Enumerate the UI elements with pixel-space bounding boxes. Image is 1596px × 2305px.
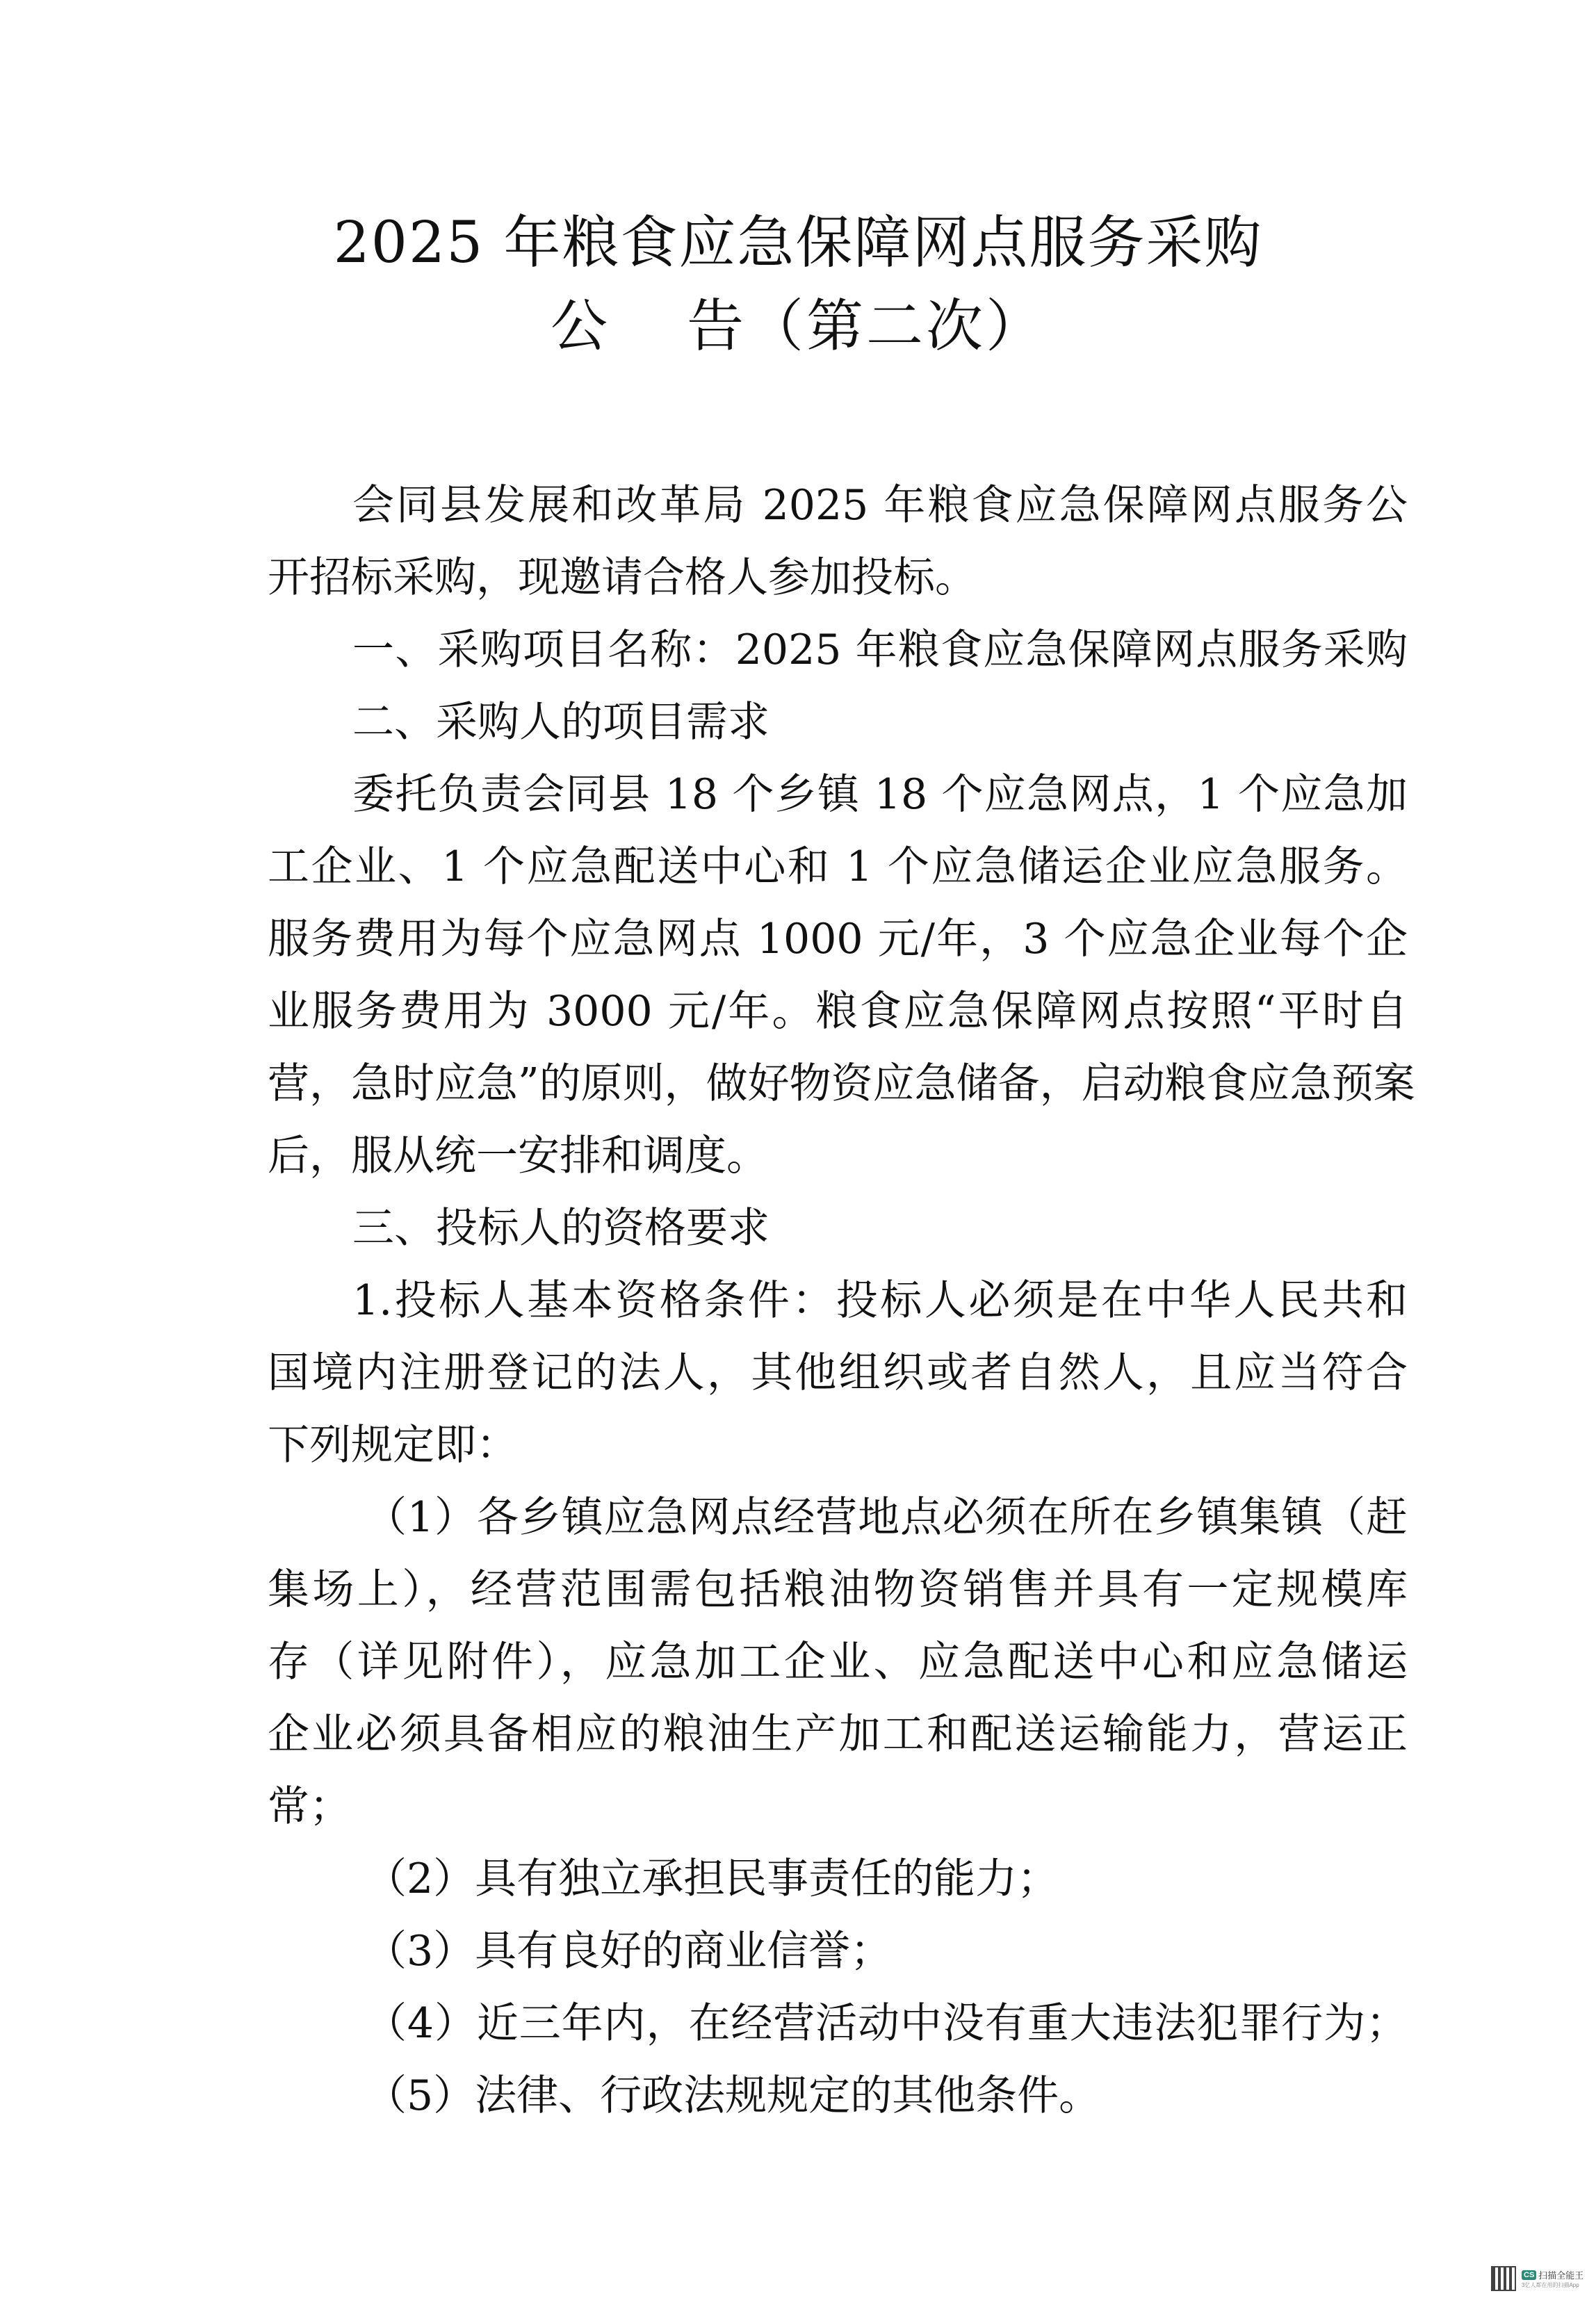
body-line: 二、采购人的项目需求 [352,698,770,747]
body-line: 开招标采购，现邀请合格人参加投标。 [268,553,977,602]
body-line: 一、采购项目名称：2025 年粮食应急保障网点服务采购 [352,626,1408,674]
subtitle-part-2: 告（第二次） [687,293,1046,359]
camscanner-logo-icon: CS [1522,2270,1536,2280]
document-body [268,469,1415,2132]
body-line: 业服务费用为 3000 元/年。粮食应急保障网点按照“平时自 [268,987,1408,1036]
body-line: 集场上），经营范围需包括粮油物资销售并具有一定规模库 [268,1565,1408,1614]
body-line: 营，急时应急”的原则，做好物资应急储备，启动粮食应急预案 [268,1059,1415,1108]
body-line: 委托负责会同县 18 个乡镇 18 个应急网点，1 个应急加 [352,770,1408,819]
scanner-watermark [1491,2265,1588,2292]
document-subtitle [0,292,1596,361]
body-line: 三、投标人的资格要求 [352,1204,770,1253]
body-line: 国境内注册登记的法人，其他组织或者自然人，且应当符合 [268,1349,1408,1397]
camscanner-tagline: 3亿人都在用的扫描App [1522,2282,1579,2288]
body-line: （2）具有独立承担民事责任的能力； [365,1855,1059,1903]
camscanner-app-name: 扫描全能王 [1538,2270,1584,2281]
body-line: 企业必须具备相应的粮油生产加工和配送运输能力，营运正 [268,1710,1408,1759]
body-line: 下列规定即： [268,1421,518,1469]
body-line: （5）法律、行政法规规定的其他条件。 [365,2071,1101,2120]
qr-code-icon [1491,2266,1516,2291]
body-line: （1）各乡镇应急网点经营地点必须在所在乡镇集镇（赶 [365,1493,1408,1542]
subtitle-part-1: 公 [550,293,610,359]
document-title: 2025 年粮食应急保障网点服务采购 [333,210,1263,276]
body-line: （3）具有良好的商业信誉； [365,1927,893,1976]
body-line: 服务费用为每个应急网点 1000 元/年，3 个应急企业每个企 [268,915,1408,963]
body-line: 存（详见附件），应急加工企业、应急配送中心和应急储运 [268,1638,1408,1686]
body-line: 1.投标人基本资格条件：投标人必须是在中华人民共和 [352,1276,1408,1325]
body-line: 常； [268,1782,351,1831]
body-line: 工企业、1 个应急配送中心和 1 个应急储运企业应急服务。 [268,842,1408,891]
body-line: 会同县发展和改革局 2025 年粮食应急保障网点服务公 [352,481,1408,530]
camscanner-logo [1522,2268,1583,2289]
body-line: 后，服从统一安排和调度。 [268,1132,768,1180]
body-line: （4）近三年内，在经营活动中没有重大违法犯罪行为； [365,1999,1408,2048]
